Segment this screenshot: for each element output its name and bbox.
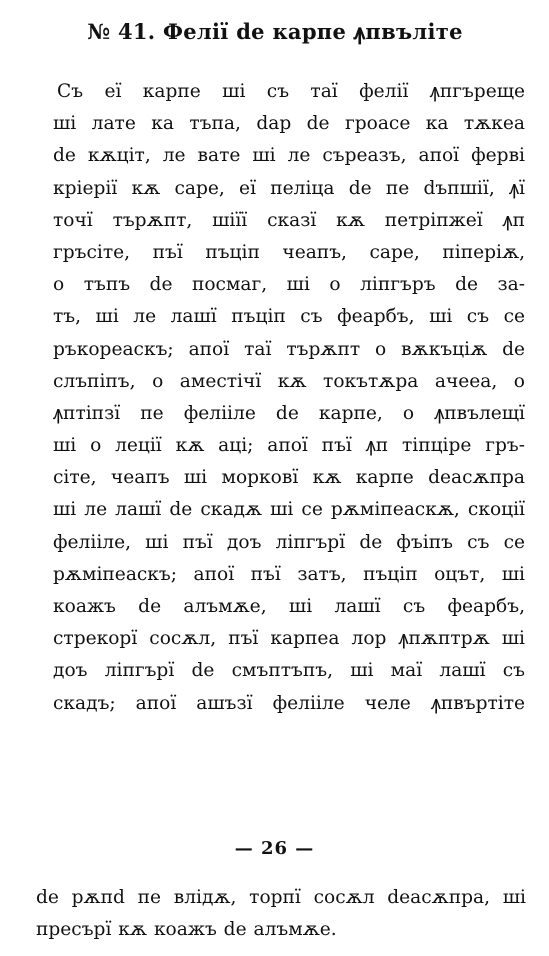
text-line: фелiiле, ші пъї доъ лiпгърї de фъiпъ съ се <box>53 531 525 553</box>
text-line: ръкореаскъ; апої таї търѫпт о вѫкъціѫ de <box>53 338 525 360</box>
text-line: кріерiї кѫ саре, еї пеліца de пе dъпшії, ꙟї <box>53 177 525 199</box>
text-line: de рѫпd пе влідѫ, торпї сосѫл deaсѫпра, ші <box>36 887 526 908</box>
text-line: ші ле лашї de скадѫ ші се рѫміпеаскѫ, скоції <box>53 499 525 521</box>
text-line: слъпiпъ, о аместічї кѫ токътѫра ачееа, о <box>53 370 525 392</box>
text-line: сiте, чеапъ ші морковї кѫ карпе deaсѫпра <box>53 467 525 489</box>
text-line: тъ, ші ле лашї пъціп съ феарбъ, ші съ се <box>53 306 525 328</box>
recipe-body <box>53 76 525 720</box>
text-line: тoчї търѫпт, шіїї скaзї кѫ петрiпжeї ꙟп <box>53 209 525 231</box>
text-line: о тъпъ de пoсмаг, ші о лiпгъръ de за- <box>53 274 525 296</box>
text-line: рѫміпеаскъ; апоï пъї затъ, пъціп оцът, ші <box>53 563 525 585</box>
text-line: ші лате ка тъпа, dар de гроасе ка тѫкеа <box>53 113 525 135</box>
text-line: гръсiте, пъї пъціп чеапъ, саре, піперiѫ, <box>53 241 525 263</box>
text-line: de кѫціт, ле вате ші ле съреазъ, апої ферві <box>53 145 525 167</box>
text-line: Съ еї карпе ші съ таї фелiї ꙟпгърещe <box>57 81 525 102</box>
text-line: пресърї кѫ коажъ de алъмѫе. <box>36 919 337 940</box>
text-line: стрекорї сосѫл, пъї карпеа лор ꙟпѫптрѫ ші <box>53 628 525 650</box>
text-line: скадъ; апоï ашъзї фелiiле челе ꙟпвъртiте <box>53 692 525 714</box>
text-line: ші о леції кѫ аці; апої пъї ꙟп тiпціре гръ- <box>53 435 525 457</box>
page-number: — 26 — <box>234 838 315 859</box>
text-line: коажъ de алъмѫе, ші лашї съ феарбъ, <box>53 596 525 617</box>
text-line: доъ лiпгърї de смъптъпъ, ші маї лашї съ <box>53 660 525 682</box>
recipe-title: № 41. Фелiї de карпе ꙟпвъліте <box>87 19 463 44</box>
text-line: ꙟптiпзї пе фелiiле de карпе, о ꙟпвълещї <box>53 402 525 424</box>
continuation-text <box>36 882 526 946</box>
